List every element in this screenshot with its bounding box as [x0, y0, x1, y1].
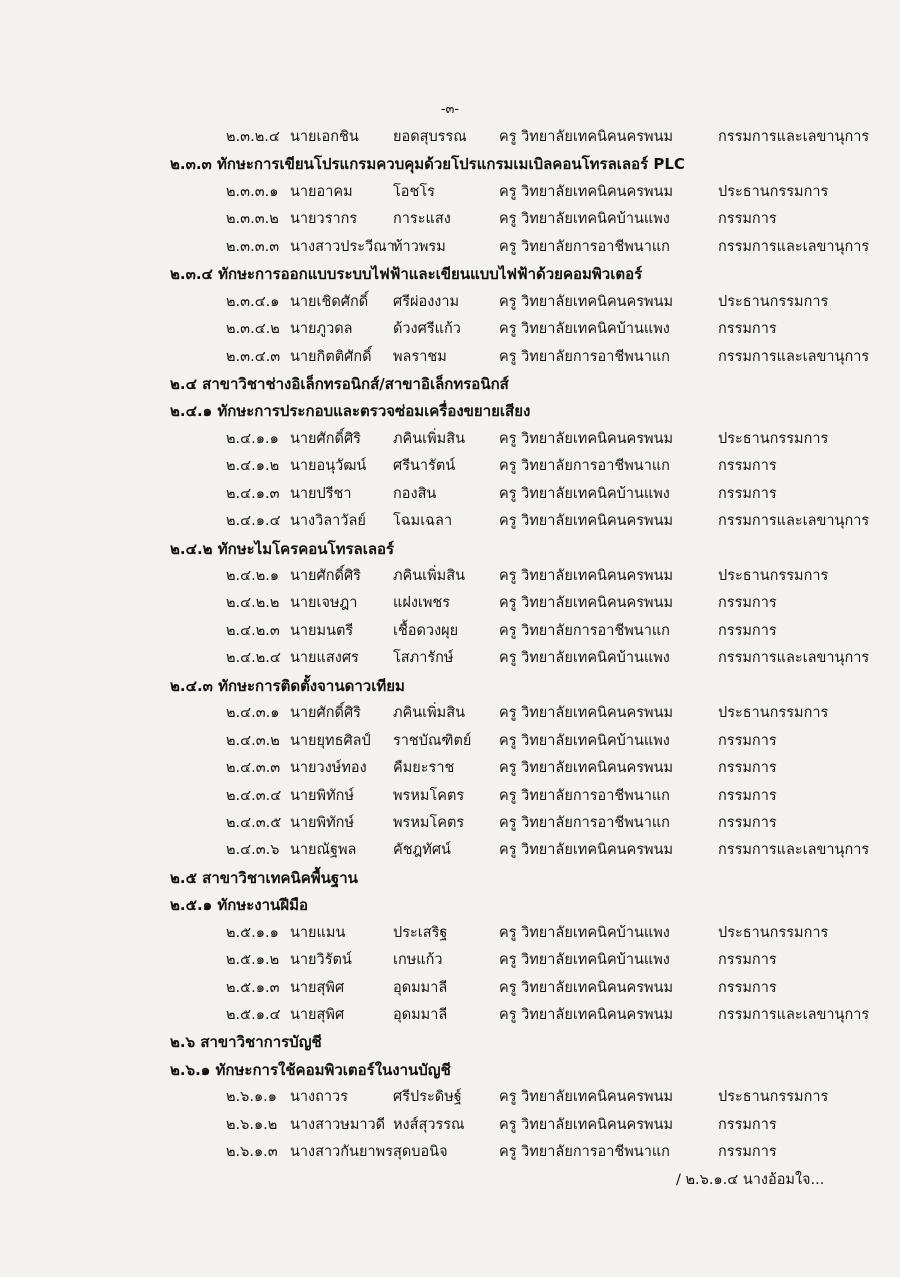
member-number: ๒.๓.๔.๑: [226, 293, 280, 310]
section-heading: [0, 1027, 900, 1054]
committee-member-row: [0, 1000, 900, 1027]
member-role: กรรมการ: [718, 732, 777, 749]
section-heading: [0, 890, 900, 917]
member-organization: ครู วิทยาลัยเทคนิคบ้านแพง: [499, 650, 670, 667]
member-last-name: กองสิน: [393, 485, 437, 502]
member-first-name: นายเอกชิน: [290, 129, 359, 145]
member-role: กรรมการ: [718, 211, 777, 228]
member-last-name: สุดบอนิจ: [393, 1144, 448, 1161]
page-number: -๓-: [440, 102, 460, 117]
member-last-name: ศรีนารัตน์: [393, 458, 456, 475]
member-last-name: การะแสง: [393, 211, 451, 228]
member-organization: ครู วิทยาลัยเทคนิคนครพนม: [499, 979, 674, 996]
member-organization: ครู วิทยาลัยเทคนิคบ้านแพง: [499, 211, 670, 228]
member-number: ๒.๖.๑.๑: [226, 1089, 277, 1106]
member-number: ๒.๓.๓.๓: [226, 238, 280, 255]
member-number: ๒.๔.๑.๔: [226, 513, 281, 530]
member-organization: ครู วิทยาลัยเทคนิคบ้านแพง: [499, 485, 670, 502]
member-role: กรรมการ: [718, 458, 777, 475]
committee-member-row: [0, 753, 900, 780]
member-role: ประธานกรรมการ: [718, 430, 829, 447]
member-last-name: ท้าวพรม: [393, 238, 446, 255]
member-last-name: หงส์สุวรรณ: [393, 1116, 465, 1133]
member-role: ประธานกรรมการ: [718, 705, 829, 722]
member-first-name: นายแมน: [290, 924, 346, 941]
committee-member-row: [0, 479, 900, 506]
member-organization: ครู วิทยาลัยเทคนิคบ้านแพง: [499, 732, 670, 749]
committee-member-row: [0, 204, 900, 231]
member-organization: ครู วิทยาลัยเทคนิคนครพนม: [499, 705, 674, 722]
member-role: ประธานกรรมการ: [718, 924, 829, 941]
member-last-name: คืมยะราช: [393, 760, 455, 777]
committee-member-row: [0, 314, 900, 341]
member-organization: ครู วิทยาลัยเทคนิคนครพนม: [499, 183, 674, 200]
member-first-name: นายอนุวัฒน์: [290, 458, 367, 475]
member-first-name: นายวิรัตน์: [290, 952, 352, 969]
member-last-name: โสภารักษ์: [393, 650, 454, 667]
member-number: ๒.๖.๑.๓: [226, 1144, 278, 1161]
member-number: ๒.๕.๑.๒: [226, 952, 280, 969]
committee-member-row: [0, 1110, 900, 1137]
section-heading-text: ๒.๔.๓ ทักษะการติดตั้งจานดาวเทียม: [170, 676, 405, 695]
section-heading: [0, 149, 900, 176]
member-organization: ครู วิทยาลัยเทคนิคนครพนม: [499, 129, 674, 145]
member-last-name: ยอดสุบรรณ: [393, 129, 467, 145]
section-heading: [0, 863, 900, 890]
member-first-name: นางวิลาวัลย์: [290, 513, 366, 530]
member-organization: ครู วิทยาลัยเทคนิคนครพนม: [499, 430, 674, 447]
member-last-name: อุดมมาลี: [393, 979, 448, 996]
member-first-name: นายวงษ์ทอง: [290, 760, 367, 777]
committee-list: [0, 122, 900, 1165]
member-last-name: แฝงเพชร: [393, 595, 451, 612]
member-last-name: พลราชม: [393, 348, 447, 365]
member-organization: ครู วิทยาลัยเทคนิคนครพนม: [499, 1007, 674, 1023]
member-number: ๒.๓.๔.๒: [226, 321, 280, 338]
section-heading-text: ๒.๓.๓ ทักษะการเขียนโปรแกรมควบคุมด้วยโปรแกรมเมเบิลคอนโทรลเลอร์ PLC: [170, 155, 685, 174]
member-organization: ครู วิทยาลัยเทคนิคบ้านแพง: [499, 924, 670, 941]
member-first-name: นางสาวประวีณา: [290, 238, 395, 255]
member-organization: ครู วิทยาลัยเทคนิคบ้านแพง: [499, 321, 670, 338]
member-last-name: ภคินเพิ่มสิน: [393, 568, 466, 584]
section-heading: [0, 396, 900, 423]
member-last-name: ราชบัณฑิตย์: [393, 732, 472, 749]
member-number: ๒.๓.๒.๔: [226, 129, 280, 145]
member-first-name: นายเชิดศักดิ์: [290, 293, 369, 310]
member-last-name: ภคินเพิ่มสิน: [393, 705, 466, 722]
member-role: กรรมการ: [718, 787, 777, 804]
member-last-name: เชื้อดวงผุย: [393, 622, 459, 639]
section-heading-text: ๒.๔ สาขาวิชาช่างอิเล็กทรอนิกส์/สาขาอิเล็กทรอนิกส์: [170, 374, 509, 393]
member-first-name: นายศักดิ์ศิริ: [290, 568, 361, 584]
member-first-name: นายสุพิศ: [290, 979, 345, 996]
member-organization: ครู วิทยาลัยเทคนิคนครพนม: [499, 568, 674, 584]
committee-member-row: [0, 918, 900, 945]
member-number: ๒.๔.๓.๒: [226, 732, 280, 749]
member-role: กรรมการและเลขานุการ: [718, 1007, 870, 1023]
member-role: กรรมการ: [718, 622, 777, 639]
member-number: ๒.๔.๒.๒: [226, 595, 280, 612]
member-role: กรรมการและเลขานุการ: [718, 650, 870, 667]
member-organization: ครู วิทยาลัยเทคนิคนครพนม: [499, 513, 674, 530]
member-first-name: นายกิตติศักดิ์: [290, 348, 372, 365]
member-last-name: ศรีผ่องงาม: [393, 293, 460, 310]
committee-member-row: [0, 177, 900, 204]
member-organization: ครู วิทยาลัยเทคนิคนครพนม: [499, 595, 674, 612]
section-heading: [0, 369, 900, 396]
member-role: กรรมการและเลขานุการ: [718, 348, 870, 365]
member-last-name: ภคินเพิ่มสิน: [393, 430, 466, 447]
member-last-name: โฉมเฉลา: [393, 513, 453, 530]
committee-member-row: [0, 232, 900, 259]
member-role: กรรมการ: [718, 760, 777, 777]
member-role: กรรมการ: [718, 321, 777, 338]
member-number: ๒.๔.๓.๓: [226, 760, 281, 777]
member-role: กรรมการ: [718, 485, 777, 502]
member-organization: ครู วิทยาลัยเทคนิคนครพนม: [499, 293, 674, 310]
member-organization: ครู วิทยาลัยการอาชีพนาแก: [499, 238, 670, 255]
member-first-name: นายอาคม: [290, 183, 353, 200]
member-number: ๒.๖.๑.๒: [226, 1116, 278, 1133]
member-number: ๒.๓.๓.๑: [226, 183, 279, 200]
member-number: ๒.๔.๓.๑: [226, 705, 280, 722]
committee-member-row: [0, 945, 900, 972]
member-first-name: นายศักดิ์ศิริ: [290, 430, 361, 447]
member-organization: ครู วิทยาลัยเทคนิคบ้านแพง: [499, 952, 670, 969]
member-organization: ครู วิทยาลัยเทคนิคนครพนม: [499, 760, 674, 777]
member-organization: ครู วิทยาลัยการอาชีพนาแก: [499, 622, 670, 639]
committee-member-row: [0, 561, 900, 588]
member-organization: ครู วิทยาลัยการอาชีพนาแก: [499, 814, 670, 831]
member-number: ๒.๔.๒.๔: [226, 650, 281, 667]
member-number: ๒.๔.๑.๒: [226, 458, 280, 475]
committee-member-row: [0, 643, 900, 670]
committee-member-row: [0, 616, 900, 643]
member-last-name: ศรีประดิษฐ์: [393, 1089, 462, 1106]
member-organization: ครู วิทยาลัยเทคนิคนครพนม: [499, 1116, 674, 1133]
member-number: ๒.๔.๒.๑: [226, 568, 280, 584]
member-number: ๒.๔.๓.๔: [226, 787, 282, 804]
member-last-name: คัชฎทัศน์: [393, 842, 451, 859]
committee-member-row: [0, 506, 900, 533]
member-first-name: นายยุทธศิลป์: [290, 732, 371, 749]
section-heading: [0, 534, 900, 561]
member-last-name: เกษแก้ว: [393, 952, 443, 969]
member-role: กรรมการ: [718, 979, 777, 996]
member-first-name: นายศักดิ์ศิริ: [290, 705, 361, 722]
member-number: ๒.๔.๒.๓: [226, 622, 280, 639]
member-first-name: นางถาวร: [290, 1089, 348, 1106]
committee-member-row: [0, 973, 900, 1000]
member-last-name: ประเสริฐ: [393, 924, 448, 941]
section-heading: [0, 259, 900, 286]
member-first-name: นายปรีชา: [290, 485, 352, 502]
member-organization: ครู วิทยาลัยการอาชีพนาแก: [499, 787, 670, 804]
committee-member-row: [0, 1082, 900, 1109]
committee-member-row: [0, 342, 900, 369]
member-last-name: ด้วงศรีแก้ว: [393, 321, 461, 338]
member-role: ประธานกรรมการ: [718, 1089, 829, 1106]
committee-member-row: [0, 588, 900, 615]
member-first-name: นายณัฐพล: [290, 842, 357, 859]
section-heading-text: ๒.๕ สาขาวิชาเทคนิคพื้นฐาน: [170, 868, 358, 887]
continuation-note: / ๒.๖.๑.๔ นางอ้อมใจ...: [676, 1172, 825, 1188]
member-first-name: นายพิทักษ์: [290, 814, 355, 831]
committee-member-row: [0, 781, 900, 808]
committee-member-row: [0, 122, 900, 149]
member-first-name: นายภูวดล: [290, 321, 353, 338]
member-role: กรรมการ: [718, 1144, 777, 1161]
section-heading: [0, 1055, 900, 1082]
member-number: ๒.๔.๓.๖: [226, 842, 280, 859]
committee-member-row: [0, 1137, 900, 1164]
member-organization: ครู วิทยาลัยเทคนิคนครพนม: [499, 1089, 674, 1106]
section-heading-text: ๒.๔.๒ ทักษะไมโครคอนโทรลเลอร์: [170, 539, 395, 558]
member-organization: ครู วิทยาลัยเทคนิคนครพนม: [499, 842, 674, 859]
member-first-name: นายเจษฎา: [290, 595, 358, 612]
member-role: ประธานกรรมการ: [718, 568, 829, 584]
member-last-name: พรหมโคตร: [393, 814, 465, 831]
member-first-name: นายมนตรี: [290, 622, 354, 639]
member-role: ประธานกรรมการ: [718, 293, 829, 310]
member-number: ๒.๓.๔.๓: [226, 348, 281, 365]
member-role: กรรมการ: [718, 952, 777, 969]
section-heading: [0, 671, 900, 698]
member-number: ๒.๔.๓.๕: [226, 814, 282, 831]
member-first-name: นายแสงศร: [290, 650, 359, 667]
section-heading-text: ๒.๔.๑ ทักษะการประกอบและตรวจซ่อมเครื่องขยายเสียง: [170, 402, 531, 421]
member-organization: ครู วิทยาลัยการอาชีพนาแก: [499, 1144, 670, 1161]
member-last-name: พรหมโคตร: [393, 787, 465, 804]
member-organization: ครู วิทยาลัยการอาชีพนาแก: [499, 348, 670, 365]
member-number: ๒.๔.๑.๑: [226, 430, 279, 447]
member-last-name: อุดมมาลี: [393, 1007, 448, 1023]
member-role: กรรมการและเลขานุการ: [718, 842, 870, 859]
committee-member-row: [0, 287, 900, 314]
member-number: ๒.๓.๓.๒: [226, 211, 279, 228]
member-first-name: นายสุพิศ: [290, 1007, 345, 1023]
member-role: ประธานกรรมการ: [718, 183, 829, 200]
committee-member-row: [0, 698, 900, 725]
committee-member-row: [0, 726, 900, 753]
member-role: กรรมการและเลขานุการ: [718, 513, 870, 530]
member-number: ๒.๔.๑.๓: [226, 485, 280, 502]
member-first-name: นางสาวกันยาพร: [290, 1144, 393, 1161]
section-heading-text: ๒.๕.๑ ทักษะงานฝีมือ: [170, 896, 308, 915]
member-first-name: นายพิทักษ์: [290, 787, 355, 804]
member-role: กรรมการ: [718, 814, 777, 831]
member-first-name: นางสาวษมาวดี: [290, 1116, 386, 1133]
section-heading-text: ๒.๖ สาขาวิชาการบัญชี: [170, 1033, 322, 1052]
committee-member-row: [0, 835, 900, 862]
committee-member-row: [0, 808, 900, 835]
member-first-name: นายวรากร: [290, 211, 358, 228]
member-role: กรรมการ: [718, 1116, 777, 1133]
committee-member-row: [0, 451, 900, 478]
member-organization: ครู วิทยาลัยการอาชีพนาแก: [499, 458, 670, 475]
member-number: ๒.๕.๑.๑: [226, 924, 279, 941]
member-role: กรรมการ: [718, 595, 777, 612]
section-heading-text: ๒.๖.๑ ทักษะการใช้คอมพิวเตอร์ในงานบัญชี: [170, 1060, 451, 1079]
section-heading-text: ๒.๓.๔ ทักษะการออกแบบระบบไฟฟ้าและเขียนแบบไฟฟ้าด้วยคอมพิวเตอร์: [170, 265, 643, 284]
member-role: กรรมการและเลขานุการ: [718, 238, 870, 255]
member-number: ๒.๕.๑.๔: [226, 1007, 281, 1023]
member-number: ๒.๕.๑.๓: [226, 979, 280, 996]
committee-member-row: [0, 424, 900, 451]
member-role: กรรมการและเลขานุการ: [718, 129, 870, 145]
member-last-name: โอชโร: [393, 183, 435, 200]
